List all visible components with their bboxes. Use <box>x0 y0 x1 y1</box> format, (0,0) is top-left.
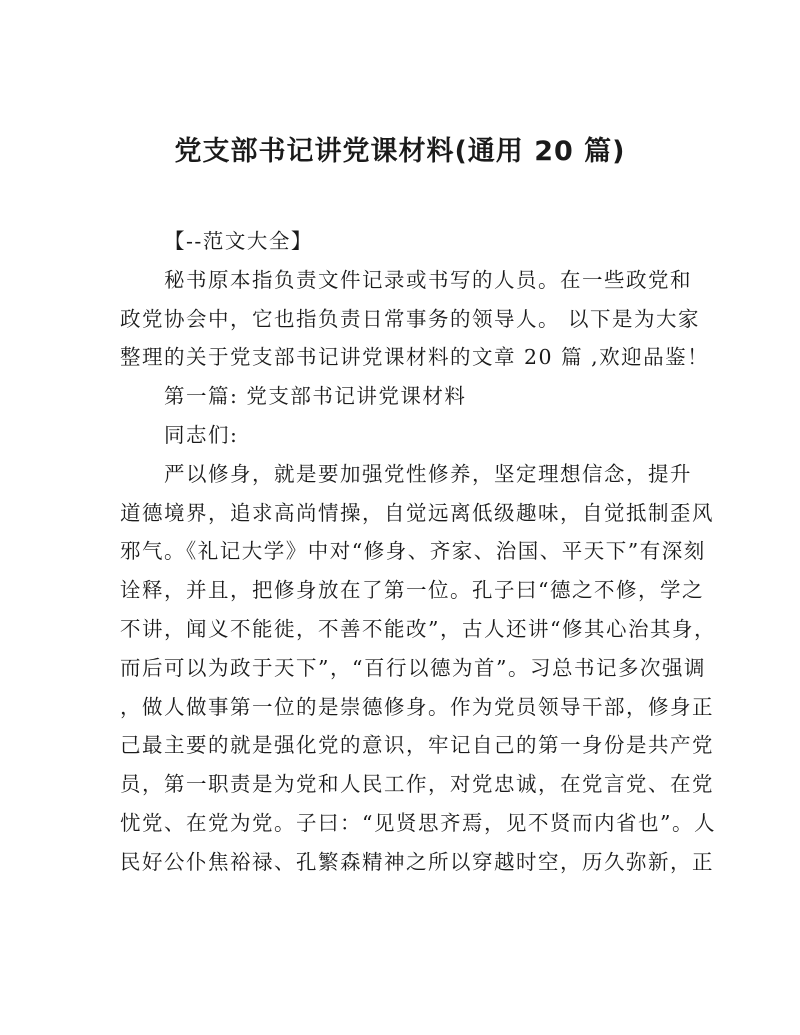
document-body <box>120 222 716 882</box>
paragraph-line: 员，第一职责是为党和人民工作，对党忠诚，在党言党、在党 <box>120 772 714 797</box>
paragraph-line: 邪气。《礼记大学》中对“修身、齐家、治国、平天下”有深刻 <box>120 539 706 564</box>
paragraph-line: 秘书原本指负责文件记录或书写的人员。在一些政党和 <box>164 267 692 292</box>
paragraph-line: ，做人做事第一位的是崇德修身。作为党员领导干部，修身正 <box>120 694 714 719</box>
document-title: 党支部书记讲党课材料(通用 20 篇) <box>174 136 626 167</box>
paragraph-line: 不讲，闻义不能徙，不善不能改”，古人还讲“修其心治其身， <box>120 616 716 641</box>
salutation: 同志们: <box>164 422 239 447</box>
paragraph-line: 政党协会中，它也指负责日常事务的领导人。 以下是为大家 <box>120 306 701 331</box>
paragraph-line: 忧党、在党为党。子曰：“见贤思齐焉，见不贤而内省也”。人 <box>120 810 716 835</box>
paragraph-line: 严以修身，就是要加强党性修养，坚定理想信念，提升 <box>164 461 692 486</box>
paragraph-line: 道德境界，追求高尚情操，自觉远离低级趣味，自觉抵制歪风 <box>120 500 714 525</box>
section-heading: 第一篇: 党支部书记讲党课材料 <box>164 384 467 409</box>
paragraph-line: 己最主要的就是强化党的意识，牢记自己的第一身份是共产党 <box>120 733 714 758</box>
paragraph-line: 诠释，并且，把修身放在了第一位。孔子曰“德之不修，学之 <box>120 578 704 603</box>
category-tag-line: 【--范文大全】 <box>164 229 313 253</box>
paragraph-line: 民好公仆焦裕禄、孔繁森精神之所以穿越时空，历久弥新，正 <box>120 849 714 874</box>
paragraph-line: 整理的关于党支部书记讲党课材料的文章 20 篇 ,欢迎品鉴！ <box>120 345 710 370</box>
paragraph-line: 而后可以为政于天下”，“百行以德为首”。习总书记多次强调 <box>120 655 706 680</box>
